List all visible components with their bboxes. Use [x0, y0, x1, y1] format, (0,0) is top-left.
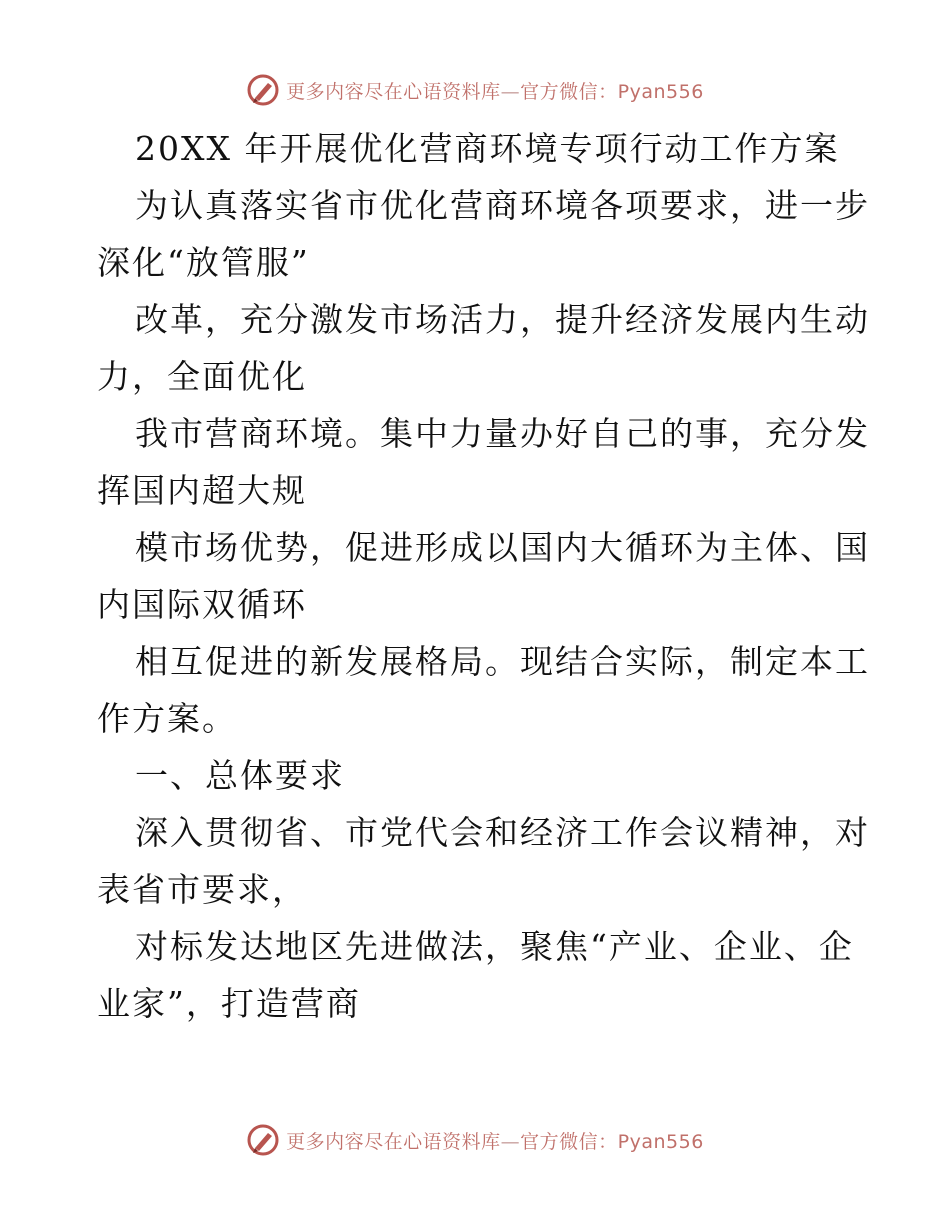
doc-line: 对标发达地区先进做法，聚焦“产业、企业、企: [135, 927, 854, 966]
banner-wechat-text: 官方微信：Pyan556: [520, 80, 704, 103]
doc-line: 挥国内超大规: [97, 471, 307, 510]
doc-line: 深化“放管服”: [97, 243, 310, 282]
doc-line: 我市营商环境。集中力量办好自己的事，充分发: [135, 414, 870, 453]
doc-line: 为认真落实省市优化营商环境各项要求，进一步: [135, 186, 870, 225]
pen-logo-icon: [246, 73, 280, 107]
pen-logo-icon: [246, 1123, 280, 1157]
banner-main-text: 更多内容尽在心语资料库: [286, 1130, 501, 1153]
footer-banner: [0, 1120, 950, 1160]
doc-line: 表省市要求，: [97, 870, 307, 909]
doc-line: 模市场优势，促进形成以国内大循环为主体、国: [135, 528, 870, 567]
banner-main-text: 更多内容尽在心语资料库: [286, 80, 501, 103]
doc-line: 改革，充分激发市场活力，提升经济发展内生动: [135, 300, 870, 339]
banner-text: [286, 1127, 704, 1154]
banner-separator: —: [500, 1130, 521, 1153]
doc-line: 内国际双循环: [97, 585, 307, 624]
document-body: [97, 120, 870, 1032]
banner-text: [286, 77, 704, 104]
doc-line: 力，全面优化: [97, 357, 307, 396]
doc-line: 20XX 年开展优化营商环境专项行动工作方案: [135, 129, 840, 168]
doc-line: 作方案。: [97, 699, 237, 738]
doc-line: 业家”，打造营商: [97, 984, 361, 1023]
banner-separator: —: [500, 80, 521, 103]
section-heading: 一、总体要求: [135, 756, 345, 795]
header-banner: [0, 70, 950, 110]
doc-line: 深入贯彻省、市党代会和经济工作会议精神，对: [135, 813, 870, 852]
banner-wechat-text: 官方微信：Pyan556: [520, 1130, 704, 1153]
doc-line: 相互促进的新发展格局。现结合实际，制定本工: [135, 642, 870, 681]
